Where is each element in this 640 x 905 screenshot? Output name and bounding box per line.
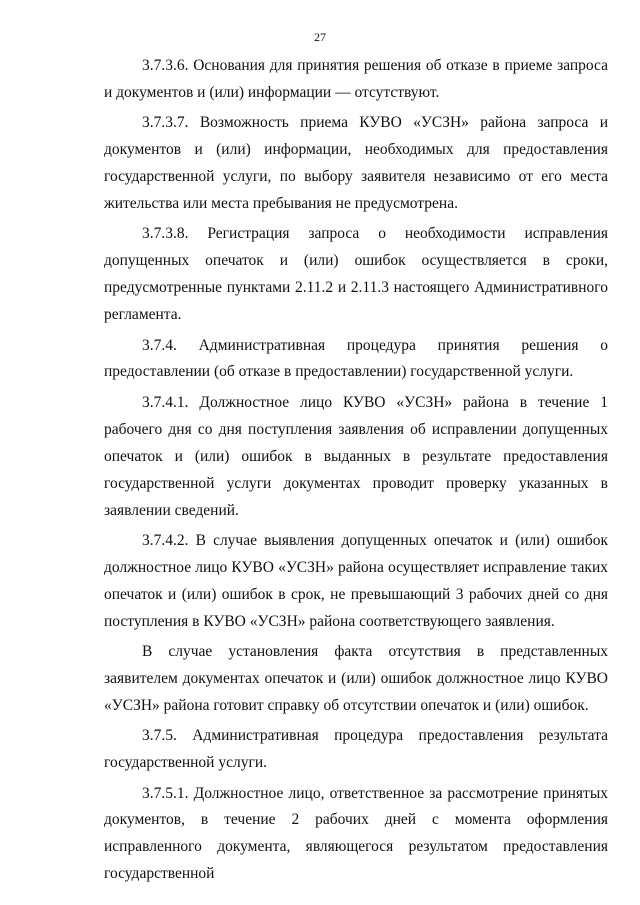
paragraph-3-7-5-1: 3.7.5.1. Должностное лицо, ответственное за рассмотрение принятых документов, в течение 2 рабочих дней с момента оформления исправленного документа, являющегося результатом предоставления государственной — [104, 784, 608, 883]
paragraph-3-7-3-6: 3.7.3.6. Основания для принятия решения об отказе в приеме запроса и документов и (или) информации — отсутствуют. — [104, 57, 608, 101]
paragraph-3-7-5: 3.7.5. Административная процедура предоставления результата государственной услуги. — [104, 727, 608, 772]
paragraph-3-7-4: 3.7.4. Административная процедура принятия решения о предоставлении (об отказе в предоставлении) государственной услуги. — [104, 336, 608, 381]
paragraph-no-errors: В случае установления факта отсутствия в представленных заявителем документах опечаток и (или) ошибок должностное лицо КУВО «УСЗН» района готовит справку об отсутствии опечаток и (или) ошибок. — [104, 643, 608, 714]
page-number: 27 — [314, 30, 326, 44]
paragraph-3-7-3-8: 3.7.3.8. Регистрация запроса о необходимости исправления допущенных опечаток и (или) ошибок осуществляется в сроки, предусмотренные пунктами 2.11.2 и 2.11.3 настоящего Административного регламента. — [104, 225, 608, 324]
paragraph-3-7-4-1: 3.7.4.1. Должностное лицо КУВО «УСЗН» района в течение 1 рабочего дня со дня поступления заявления об исправлении допущенных опечаток и (или) ошибок в выданных в результате предоставления государственной услуги документах проводит проверку указанных в заявлении сведений. — [104, 393, 608, 519]
paragraph-3-7-4-2: 3.7.4.2. В случае выявления допущенных опечаток и (или) ошибок должностное лицо КУВО «УСЗН» района осуществляет исправление таких опечаток и (или) ошибок в срок, не превышающий 3 рабочих дней со дня поступления в КУВО «УСЗН» района соответствующего заявления. — [104, 531, 608, 630]
document-body — [104, 53, 608, 892]
paragraph-3-7-3-7: 3.7.3.7. Возможность приема КУВО «УСЗН» района запроса и документов и (или) информации, необходимых для предоставления государственной услуги, по выбору заявителя независимо от его места жительства или места пребывания не предусмотрена. — [104, 114, 608, 213]
